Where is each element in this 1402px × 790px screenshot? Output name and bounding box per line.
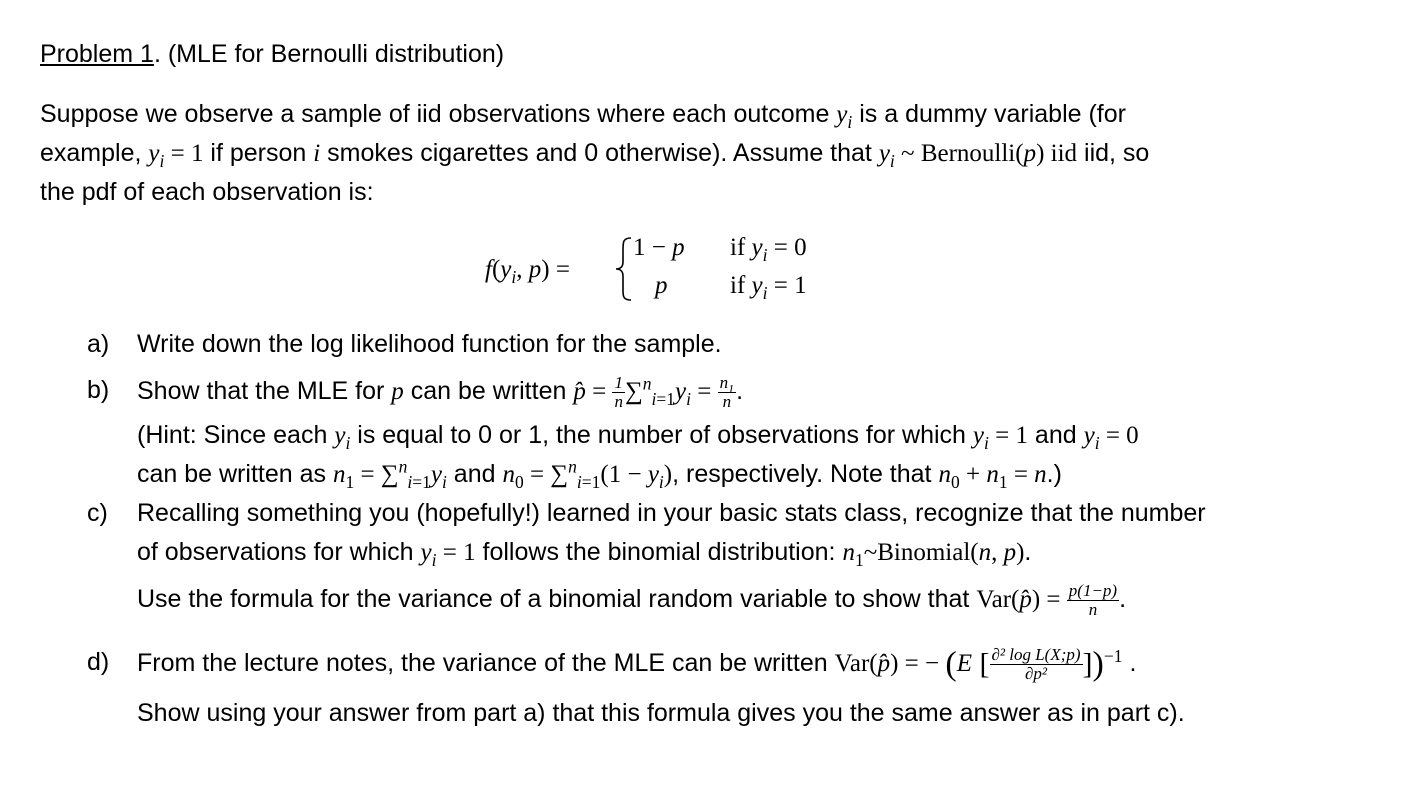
problem-subtitle: . (MLE for Bernoulli distribution) <box>153 40 505 68</box>
problem-number: Problem 1 <box>40 40 154 68</box>
list-item-c: c) Recalling something you (hopefully!) learned in your basic stats class, recognize that the number <box>87 499 1206 527</box>
item-c-line-2: of observations for which $y_i = 1$ follows the binomial distribution: $n_1\sim Binomial(n$, p). <box>137 538 1032 570</box>
intro-line-1: Suppose we observe a sample of iid observations where each outcome $y_i$ is a dummy variable (for <box>40 100 1126 132</box>
list-item-d: d) From the lecture notes, the variance of the MLE can be written Var(p̂) = − (E [ $\frac{\text{∂² log L(X;p)}}{\text{∂p²}}$ ])$^{-1}$ . <box>87 645 1137 683</box>
intro-line-2: example, $y_i = 1$ if person i smokes cigarettes and 0 otherwise). Assume that $y_i$ ~ Bernoulli(p) iid iid, so <box>40 139 1150 171</box>
intro-line-3: the pdf of each observation is: <box>40 178 374 206</box>
item-d-line-2: Show using your answer from part a) that this formula gives you the same answer as in part c). <box>137 699 1185 727</box>
problem-title <box>40 38 504 70</box>
hint-line-2: can be written as $n_1 = \sum^n_{i=1}y_i$ and $n_0 = \sum^n_{i=1}(1 - y_i)$, respectively. Note that $n_0 + n_1 = n$.) <box>137 456 1062 492</box>
pdf-equation: $f(y_i$, p) = 1 − p if $y_i = 0$ p if $y_i = 1$ <box>485 234 807 303</box>
item-c-line-3: Use the formula for the variance of a binomial random variable to show that Var(p̂) = $\frac{p(1-p)}{n}$ . <box>137 581 1127 619</box>
math-yi: $y_i$ <box>836 101 853 132</box>
list-item-a: a) Write down the log likelihood function for the sample. <box>87 330 722 358</box>
hint-line-1: (Hint: Since each $y_i$ is equal to 0 or 1, the number of observations for which $y_i = 1$ and $y_i = 0$ <box>137 421 1139 453</box>
list-item-b: b) Show that the MLE for p can be written p̂ = $\frac{1}{n}$ $\sum^n_{i=1}y_i$ = $\frac{n_1}{n}$ . <box>87 373 744 411</box>
left-brace <box>613 234 635 304</box>
